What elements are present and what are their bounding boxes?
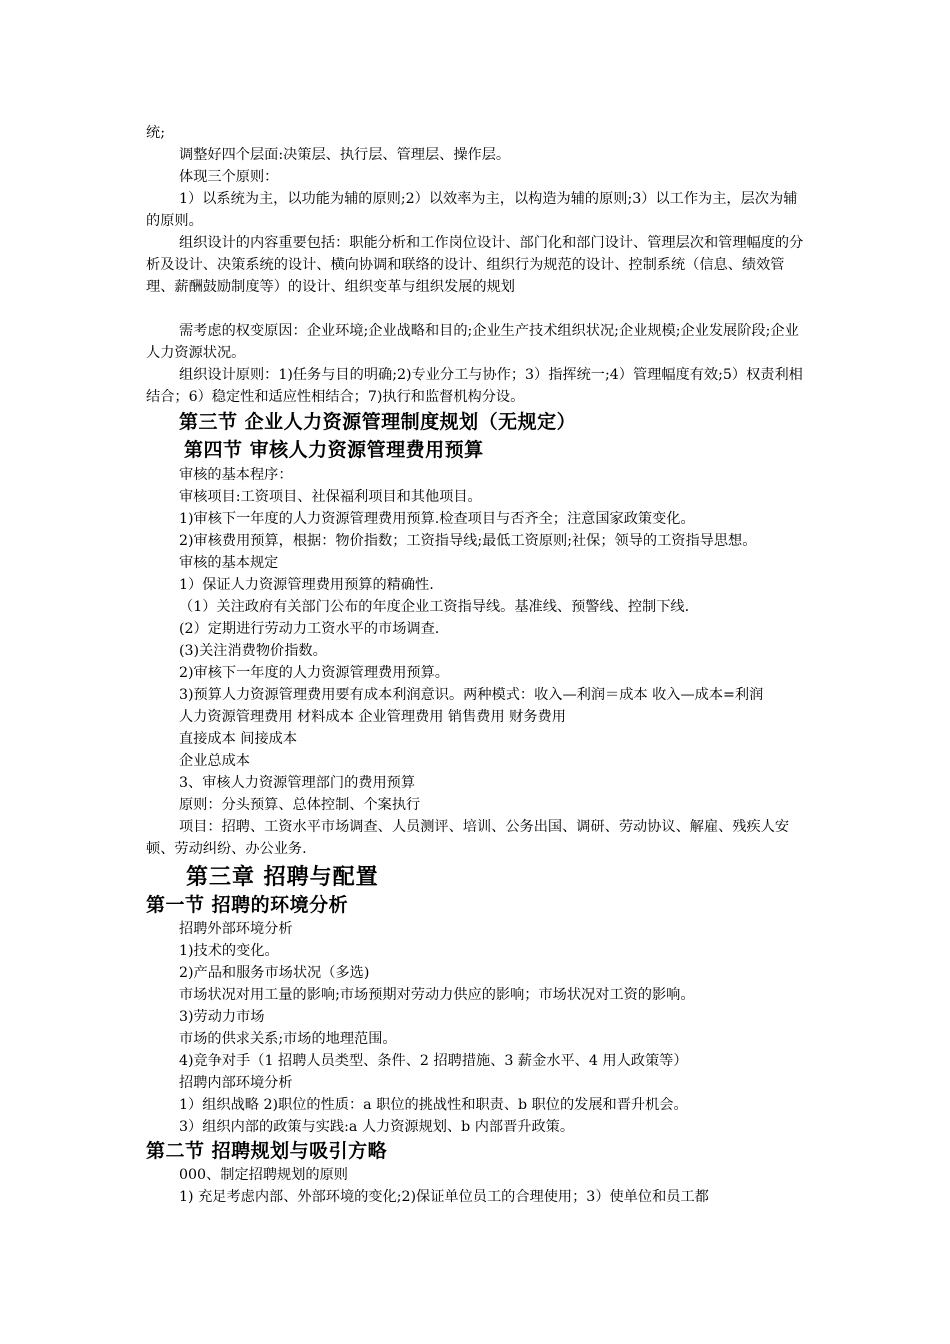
paragraph: 组织设计的内容重要包括：职能分析和工作岗位设计、部门化和部门设计、管理层次和管理幅度的分析及设计、决策系统的设计、横向协调和联络的设计、组织行为规范的设计、控制系统（信息、绩效管理、薪酬鼓励制度等）的设计、组织变革与组织发展的规划 bbox=[146, 235, 804, 295]
section-heading: 第一节 招聘的环境分析 bbox=[146, 894, 349, 916]
document-page bbox=[146, 122, 808, 1208]
paragraph: 3)劳动力市场 bbox=[179, 1009, 265, 1025]
paragraph: 组织设计原则：1)任务与目的明确;2)专业分工与协作；3）指挥统一;4）管理幅度有效;5）权责利相结合；6）稳定性和适应性相结合；7)执行和监督机构分设。 bbox=[146, 367, 803, 405]
paragraph: （1）关注政府有关部门公布的年度企业工资指导线。基准线、预警线、控制下线. bbox=[179, 599, 690, 615]
paragraph: 3、审核人力资源管理部门的费用预算 bbox=[179, 775, 416, 791]
paragraph: 直接成本 间接成本 bbox=[179, 731, 298, 747]
paragraph: 体现三个原则： bbox=[179, 169, 279, 185]
paragraph: 统; bbox=[146, 125, 165, 141]
paragraph: 审核的基本程序： bbox=[179, 467, 293, 483]
paragraph: 审核的基本规定 bbox=[179, 555, 279, 571]
paragraph: 2)审核下一年度的人力资源管理费用预算。 bbox=[179, 665, 449, 681]
paragraph: 项目：招聘、工资水平市场调查、人员测评、培训、公务出国、调研、劳动协议、解雇、残疾人安顿、劳动纠纷、办公业务. bbox=[146, 819, 790, 857]
paragraph: 人力资源管理费用 材料成本 企业管理费用 销售费用 财务费用 bbox=[179, 709, 566, 725]
paragraph: 4)竞争对手（1 招聘人员类型、条件、2 招聘措施、3 薪金水平、4 用人政策等） bbox=[179, 1053, 688, 1069]
paragraph: 企业总成本 bbox=[179, 753, 250, 769]
paragraph: (3)关注消费物价指数。 bbox=[179, 643, 327, 659]
paragraph: 2)审核费用预算，根据：物价指数；工资指导线;最低工资原则;社保；领导的工资指导思想。 bbox=[179, 533, 757, 549]
section-heading: 第四节 审核人力资源管理费用预算 bbox=[184, 439, 484, 461]
paragraph: 招聘外部环境分析 bbox=[179, 921, 293, 937]
paragraph: 1)技术的变化。 bbox=[179, 943, 279, 959]
paragraph: 审核项目:工资项目、社保福利项目和其他项目。 bbox=[179, 489, 482, 505]
paragraph: 1) 充足考虑内部、外部环境的变化;2)保证单位员工的合理使用；3）使单位和员工都 bbox=[179, 1189, 709, 1205]
paragraph: 市场状况对用工量的影响;市场预期对劳动力供应的影响；市场状况对工资的影响。 bbox=[179, 987, 695, 1003]
paragraph: 000、制定招聘规划的原则 bbox=[179, 1167, 348, 1183]
section-heading: 第二节 招聘规划与吸引方略 bbox=[146, 1140, 388, 1162]
paragraph: 市场的供求关系;市场的地理范围。 bbox=[179, 1031, 397, 1047]
paragraph: 招聘内部环境分析 bbox=[179, 1075, 293, 1091]
paragraph: 需考虑的权变原因：企业环境;企业战略和目的;企业生产技术组织状况;企业规模;企业发展阶段;企业人力资源状况。 bbox=[146, 323, 799, 361]
chapter-heading: 第三章 招聘与配置 bbox=[186, 865, 379, 890]
paragraph: 1）组织战略 2)职位的性质：a 职位的挑战性和职责、b 职位的发展和晋升机会。 bbox=[179, 1097, 688, 1113]
paragraph: 原则：分头预算、总体控制、个案执行 bbox=[179, 797, 421, 813]
paragraph: 1)审核下一年度的人力资源管理费用预算.检查项目与否齐全；注意国家政策变化。 bbox=[179, 511, 695, 527]
paragraph: 3)预算人力资源管理费用要有成本利润意识。两种模式：收入—利润＝成本 收入—成本=利润 bbox=[179, 687, 764, 703]
paragraph: 1）以系统为主，以功能为辅的原则;2）以效率为主，以构造为辅的原则;3）以工作为主，层次为辅的原则。 bbox=[146, 191, 798, 229]
blank-line bbox=[146, 298, 808, 320]
section-heading: 第三节 企业人力资源管理制度规划（无规定） bbox=[179, 411, 577, 433]
paragraph: (2）定期进行劳动力工资水平的市场调查. bbox=[179, 621, 440, 637]
paragraph: 1）保证人力资源管理费用预算的精确性. bbox=[179, 577, 434, 593]
paragraph: 调整好四个层面:决策层、执行层、管理层、操作层。 bbox=[179, 147, 511, 163]
paragraph: 3）组织内部的政策与实践:a 人力资源规划、b 内部晋升政策。 bbox=[179, 1119, 575, 1135]
paragraph: 2)产品和服务市场状况（多选) bbox=[179, 965, 370, 981]
